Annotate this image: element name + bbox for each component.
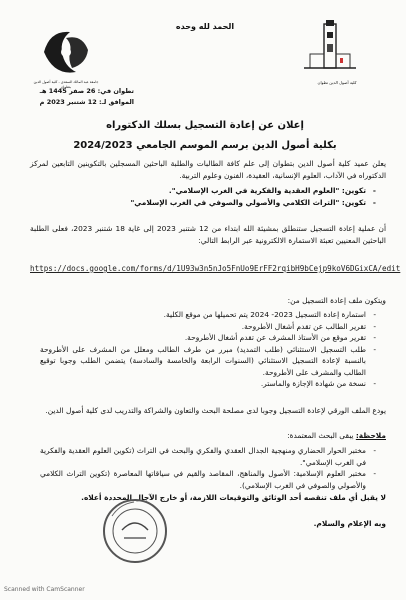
track-item: - مختبر الحوار الحضاري ومنهجية الجدال العقدي والفكري والبحث في التراث (تكوين العلوم العقدية والفكرية في الغرب الإسلامي". (40, 445, 376, 468)
closing-line: وبه الإعلام والسلام. (313, 519, 386, 528)
track-item: - مختبر العلوم الإسلامية: الأصول والمناهج، المقاصد والقيم في سياقاتها المعاصرة (تكوين التراث الكلامي والأصولي والصوفي في الغرب الإسلامي). (40, 468, 376, 491)
tracks-list (40, 445, 388, 491)
basmala: الحمد لله وحده (175, 22, 235, 31)
formations-list (40, 185, 388, 208)
note-line (30, 430, 386, 442)
formation-item: - تكوين: "العلوم العقدية والفكرية في الغرب الإسلامي". (40, 185, 376, 197)
registration-form-link[interactable]: https://docs.google.com/forms/d/1U93w3n5nJo5FnUo9ErFF2rqibH9bCejp9koV6DGixCA/edit (30, 264, 401, 273)
intro-paragraph: يعلن عميد كلية أصول الدين بتطوان إلى علم كافة الطالبات والطلبة الباحثين المسجلين بالتكوينين التابعين لمركز الدكتوراه في الآداب، العلوم الإنسانية، العقيدة، الفنون وعلوم التربية. (30, 159, 386, 180)
file-item: - تقرير موقع من الأستاذ المشرف عن تقدم أشغال الأطروحة. (40, 332, 376, 344)
formation-item: - تكوين: "التراث الكلامي والأصولي والصوفي في الغرب الإسلامي" (40, 197, 376, 209)
date-gregorian: الموافق لـ: 12 شتنبر 2023 م (39, 98, 134, 106)
file-intro: ويتكون ملف إعادة التسجيل من: (287, 296, 386, 305)
file-item: - نسخة من شهادة الإجازة والماستر. (40, 378, 376, 390)
note-text: يبقى البحث المعتمدة: (287, 431, 354, 440)
file-items-list (40, 309, 388, 390)
left-logo-caption: جامعة عبد المالك السعدي - كلية أصول الدين بتطوان (33, 80, 99, 89)
file-item: - تقرير الطالب عن تقدم أشغال الأطروحة. (40, 321, 376, 333)
file-item: - استمارة إعادة التسجيل 2023- 2024 يتم تحميلها من موقع الكلية. (40, 309, 376, 321)
university-logo-icon (36, 24, 96, 80)
warning-paragraph: لا يقبل أي ملف تنقصه أحد الوثائق والتوقيعات اللازمة، أو خارج الآجال المحددة أعلاه. (81, 493, 386, 502)
note-label: ملاحظة: (355, 431, 386, 440)
file-item: - طلب التسجيل الاستثنائي (طلب التمديد) مبرر من طرف الطالب ومعلل من المشرف على الأطروحة بالنسبة لإعادة التسجيل الاستثنائي (السنوات الرابعة والخامسة والسادسة) يتضمن الطلب وجوبا توقيع الطالب والمشرف على الأطروحة. (40, 344, 376, 379)
announcement-subtitle: بكلية أصول الدين برسم الموسم الجامعي 2024/2023 (73, 140, 337, 151)
dates-paragraph: أن عملية إعادة التسجيل ستنطلق بمشيئة الله ابتداء من 12 شتنبر 2023 إلى غاية 18 شتنبر 2023، فعلى الطلبة الباحثين المعنيين تعبئة الاستمارة الالكترونية عبر الرابط التالي: (30, 224, 386, 245)
right-logo-caption: كلية أصول الدين تطوان (317, 80, 357, 85)
date-block (14, 86, 134, 108)
official-stamp-icon (100, 496, 170, 566)
faculty-logo-icon (300, 18, 360, 80)
deposit-paragraph: يودع الملف الورقي لإعادة التسجيل وجوبا لدى مصلحة البحث والتعاون والشراكة والتدريب لدى كلية أصول الدين. (45, 406, 386, 415)
announcement-title: إعلان عن إعادة التسجيل بسلك الدكتوراه (106, 120, 304, 131)
scanner-watermark: Scanned with CamScanner (4, 586, 85, 593)
date-hijri: تطوان في: 26 صفر 1445 هـ (39, 87, 134, 95)
